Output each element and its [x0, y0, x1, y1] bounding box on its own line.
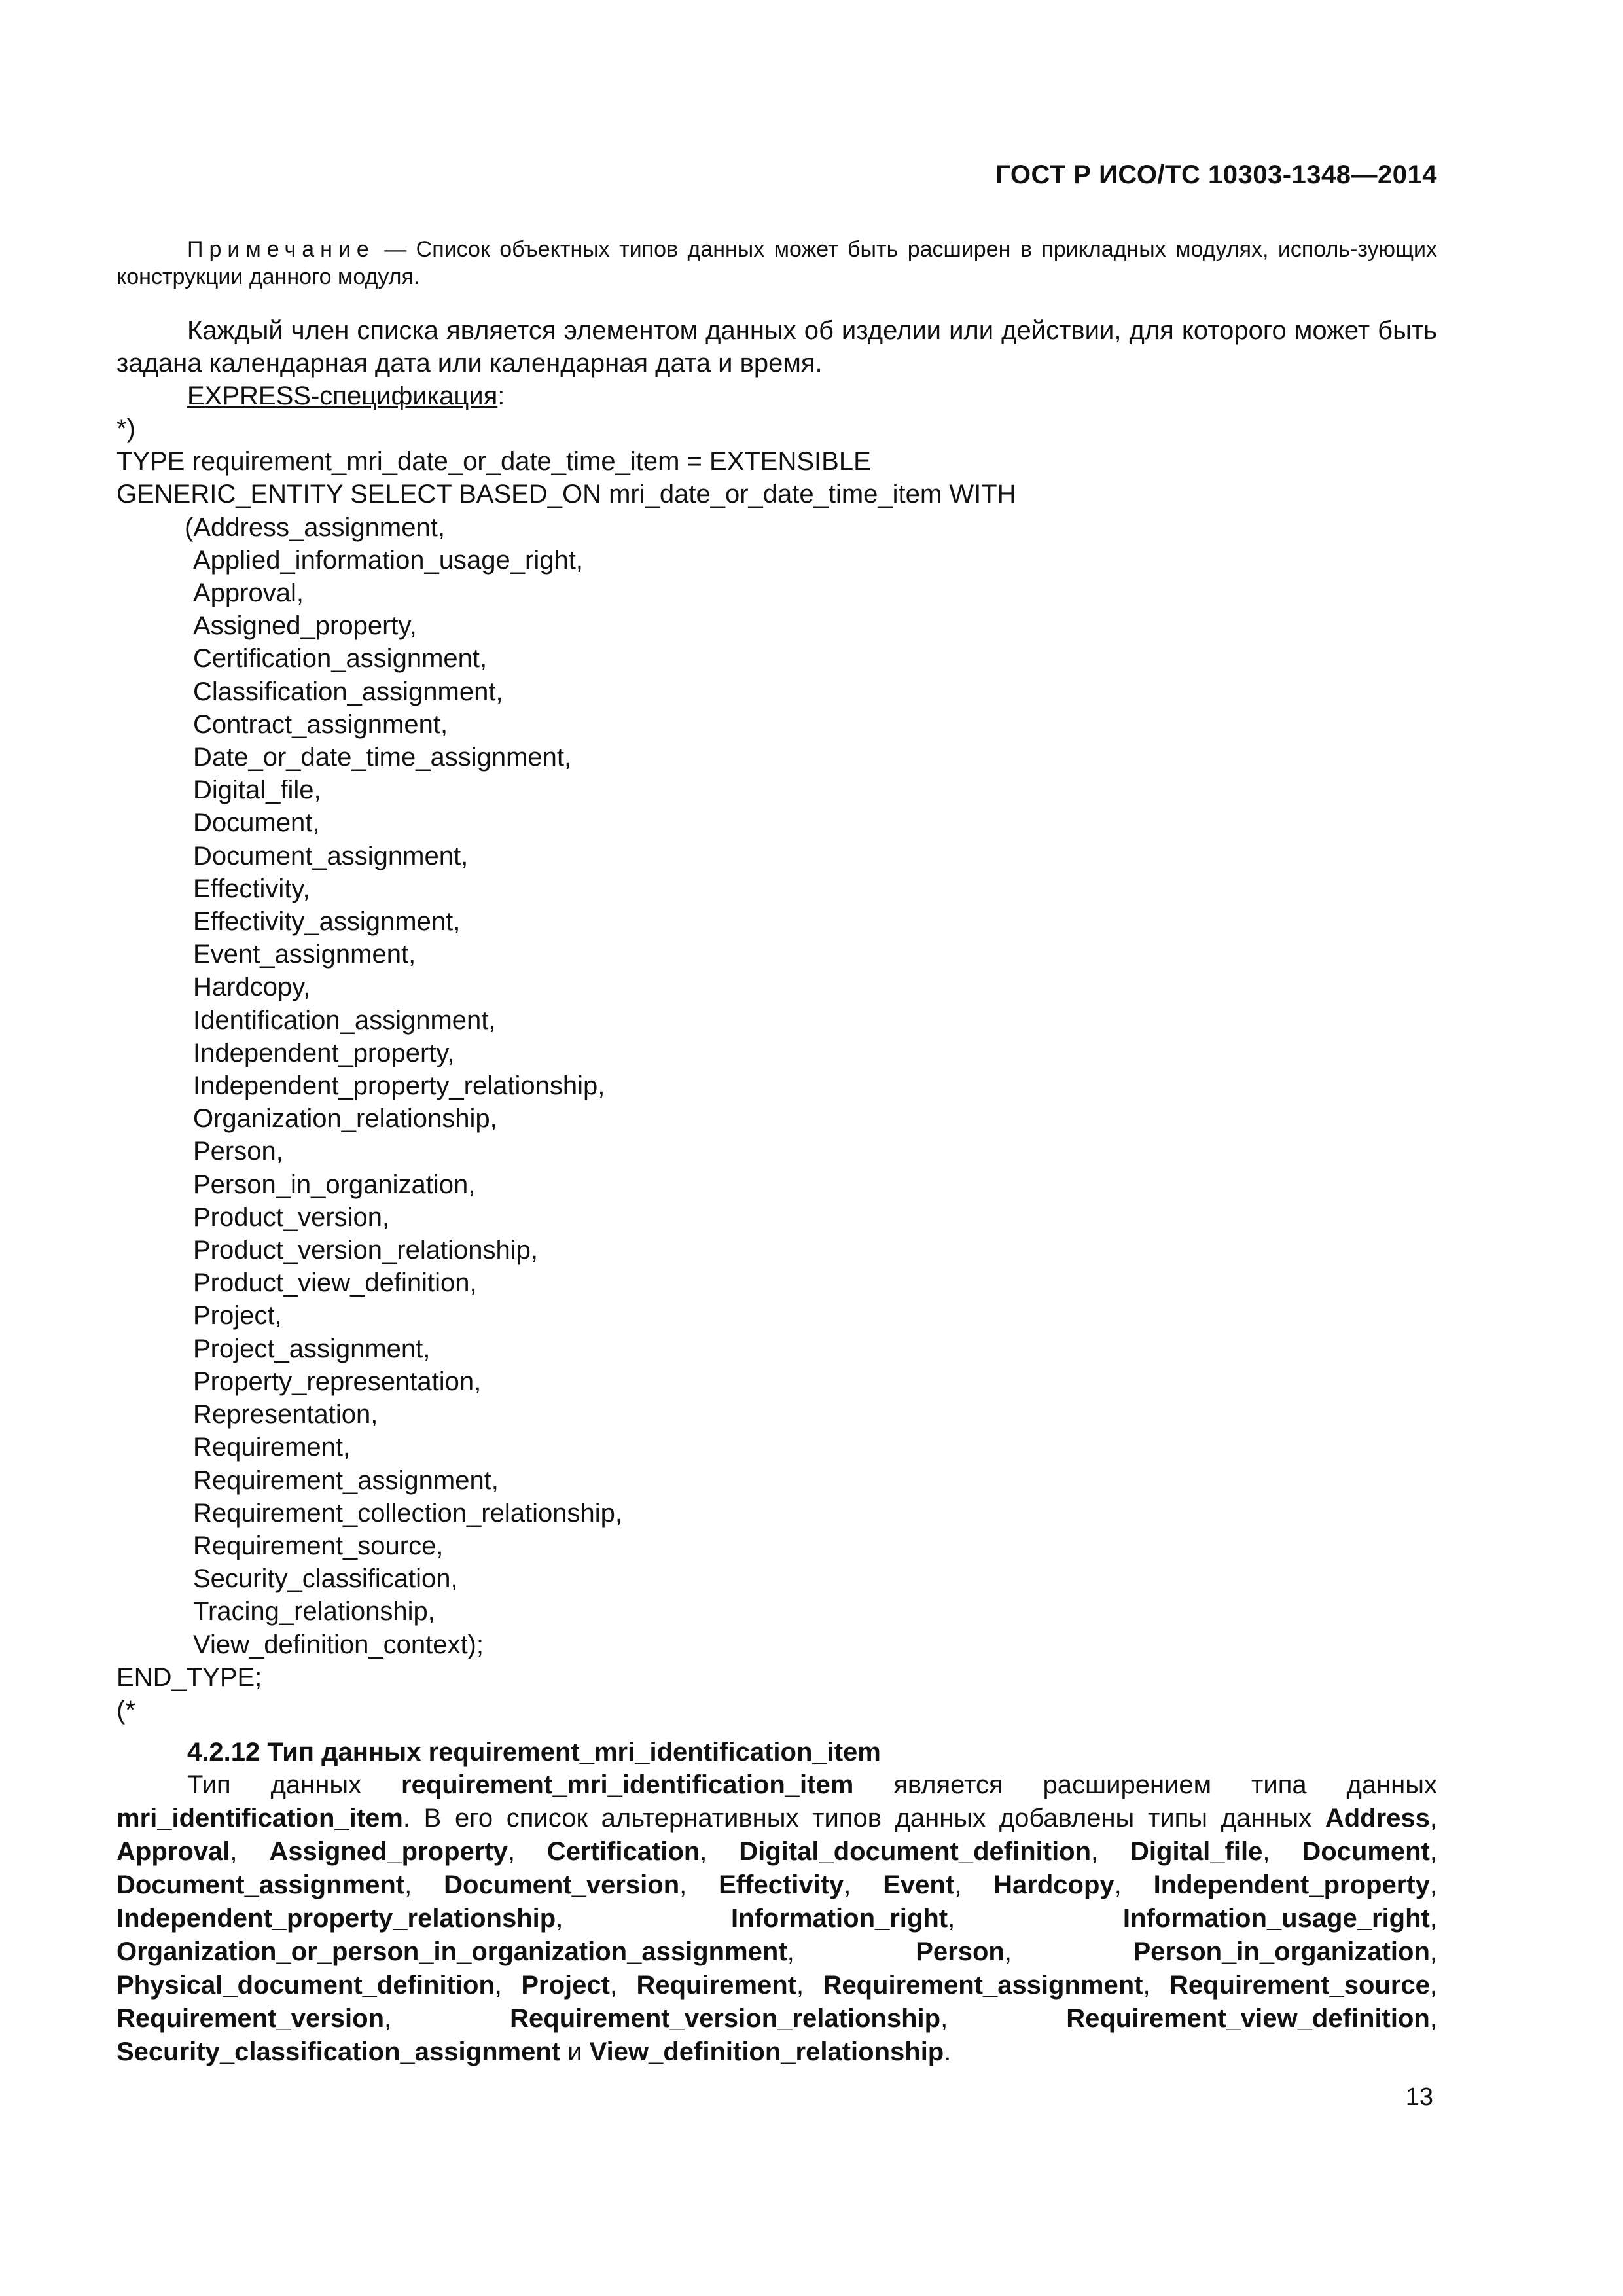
section-type-separator: ,: [679, 1871, 719, 1900]
code-select-item: Requirement_source,: [193, 1531, 444, 1560]
list-description-paragraph: Каждый член списка является элементом данных об изделии или действии, для которого может быть задана календарная дата или календарная дата и время.: [116, 316, 1437, 378]
code-select-item: Certification_assignment,: [193, 644, 488, 673]
section-type-separator: ,: [230, 1837, 270, 1867]
code-select-item: Product_version_relationship,: [193, 1236, 538, 1265]
section-type-separator: ,: [1262, 1837, 1302, 1867]
page-number: 13: [1405, 2083, 1433, 2111]
section-type-separator: ,: [507, 1837, 547, 1867]
section-type-separator: ,: [1429, 1871, 1437, 1900]
code-select-item: Requirement_assignment,: [193, 1465, 499, 1495]
express-specification-label: [116, 380, 1437, 412]
section-type-separator: ,: [1429, 1837, 1438, 1867]
section-paragraph: [116, 1768, 1437, 2069]
section-type-item: Organization_or_person_in_organization_assignment: [116, 1937, 787, 1967]
code-select-item: View_definition_context);: [193, 1630, 484, 1659]
code-select-item: Event_assignment,: [193, 940, 416, 969]
code-select-item: Digital_file,: [193, 776, 321, 805]
section-type-separator: ,: [556, 1904, 732, 1933]
code-select-item: Identification_assignment,: [193, 1005, 496, 1035]
section-type-item: Assigned_property: [269, 1837, 508, 1867]
section-type-list: [116, 1804, 1437, 2066]
section-type-item: Requirement_version: [116, 2004, 385, 2034]
code-select-item: Tracing_relationship,: [193, 1597, 435, 1626]
code-close-comment: (*: [116, 1695, 135, 1725]
section-type-item: Requirement_assignment: [823, 1971, 1143, 2000]
section-type-item: Project: [521, 1971, 610, 2000]
section-type-item: Independent_property_relationship: [116, 1904, 556, 1933]
section-type-separator: ,: [1429, 1804, 1437, 1833]
section-type-item: Approval: [116, 1837, 230, 1867]
section-type-separator: ,: [1091, 1837, 1131, 1867]
code-select-item: Product_version,: [193, 1202, 390, 1232]
section-type-separator: ,: [796, 1971, 823, 2000]
section-type-item: View_definition_relationship: [589, 2037, 944, 2067]
section-type-item: Person: [916, 1937, 1005, 1967]
code-select-items: [116, 544, 1437, 1661]
code-select-item: Hardcopy,: [193, 973, 311, 1002]
section-list-text: . В его список альтернативных типов данных добавлены типы данных: [402, 1804, 1325, 1833]
section-type-separator: и: [560, 2037, 590, 2067]
section-type-item: Requirement: [636, 1971, 796, 2000]
section-type-item: Information_usage_right: [1122, 1904, 1430, 1933]
section-type-item: Certification: [546, 1837, 700, 1867]
section-type-item: Security_classification_assignment: [116, 2037, 561, 2067]
note-text: — Список объектных типов данных может быть расширен в прикладных модулях, исполь-зующих конструкции данного модуля.: [116, 237, 1437, 289]
document-header: ГОСТ Р ИСО/ТС 10303-1348—2014: [995, 160, 1437, 189]
section-intro: Тип данных: [187, 1770, 401, 1800]
section-type-separator: ,: [844, 1871, 883, 1900]
code-select-item: Assigned_property,: [193, 611, 417, 641]
code-select-item: Contract_assignment,: [193, 709, 448, 739]
section-type-item: Requirement_view_definition: [1066, 2004, 1430, 2034]
code-open-comment: *): [116, 414, 135, 443]
section-type-item: Requirement_source: [1169, 1971, 1430, 2000]
express-specification-link[interactable]: EXPRESS-спецификация: [187, 382, 498, 410]
section-type-separator: ,: [1429, 1971, 1438, 2000]
code-select-item: Organization_relationship,: [193, 1104, 497, 1134]
section-type-separator: ,: [948, 1904, 1123, 1933]
section-base-type: mri_identification_item: [116, 1804, 403, 1833]
section-type-separator: ,: [384, 2004, 510, 2034]
page-content: [116, 236, 1437, 2069]
section-type-item: Hardcopy: [993, 1871, 1115, 1900]
section-type-separator: ,: [1429, 1937, 1437, 1967]
section-type-separator: ,: [787, 1937, 916, 1967]
code-select-item: Person,: [193, 1137, 283, 1166]
section-type-item: Requirement_version_relationship: [510, 2004, 941, 2034]
code-select-item: Project,: [193, 1301, 282, 1331]
section-type-separator: ,: [1429, 1904, 1437, 1933]
code-select-item: Document_assignment,: [193, 841, 469, 870]
section-type-item: Document_assignment: [116, 1871, 405, 1900]
section-type-item: Information_right: [731, 1904, 948, 1933]
section-type-separator: ,: [494, 1971, 522, 2000]
code-type-line: TYPE requirement_mri_date_or_date_time_item = EXTENSIBLE: [116, 447, 871, 476]
code-select-item: Property_representation,: [193, 1367, 482, 1396]
code-select-first-item: (Address_assignment,: [185, 512, 445, 542]
code-select-item: Independent_property,: [193, 1038, 455, 1067]
code-select-item: Person_in_organization,: [193, 1170, 476, 1199]
section-ext-text: является расширением типа данных: [853, 1770, 1438, 1800]
section-type-separator: ,: [1429, 2004, 1437, 2034]
code-select-item: Effectivity_assignment,: [193, 907, 461, 937]
section-type-separator: ,: [1114, 1871, 1154, 1900]
code-select-item: Applied_information_usage_right,: [193, 545, 583, 575]
section-type-separator: ,: [1143, 1971, 1169, 2000]
section-type-item: Document: [1302, 1837, 1430, 1867]
code-select-item: Representation,: [193, 1400, 378, 1429]
note-paragraph: [116, 236, 1437, 291]
code-select-item: Approval,: [193, 579, 304, 608]
code-select-item: Document,: [193, 808, 320, 838]
section-type-item: Digital_document_definition: [739, 1837, 1092, 1867]
code-select-item: Security_classification,: [193, 1564, 458, 1594]
code-select-item: Requirement,: [193, 1433, 351, 1462]
code-end-type: END_TYPE;: [116, 1662, 262, 1692]
section-type-item: Independent_property: [1153, 1871, 1430, 1900]
section-type-item: Address: [1325, 1804, 1430, 1833]
section-type-item: Digital_file: [1130, 1837, 1263, 1867]
code-select-item: Requirement_collection_relationship,: [193, 1498, 622, 1528]
code-select-item: Project_assignment,: [193, 1334, 431, 1363]
section-type-separator: ,: [700, 1837, 740, 1867]
section-type-separator: .: [944, 2037, 952, 2067]
section-type-separator: ,: [609, 1971, 637, 2000]
code-select-item: Product_view_definition,: [193, 1268, 477, 1298]
section-heading: 4.2.12 Тип данных requirement_mri_identification_item: [187, 1738, 881, 1767]
express-colon: :: [497, 382, 505, 410]
section-type-separator: ,: [954, 1871, 994, 1900]
section-type-item: Physical_document_definition: [116, 1971, 495, 2000]
section-type-item: Person_in_organization: [1133, 1937, 1430, 1967]
section-type-separator: ,: [940, 2004, 1067, 2034]
code-select-item: Classification_assignment,: [193, 677, 503, 706]
section-type-separator: ,: [404, 1871, 444, 1900]
section-type-item: Document_version: [444, 1871, 680, 1900]
code-select-item: Effectivity,: [193, 874, 310, 903]
code-select-item: Independent_property_relationship,: [193, 1071, 605, 1101]
section-type-item: Event: [883, 1871, 955, 1900]
express-code-block: [116, 412, 1437, 1727]
section-type-separator: ,: [1004, 1937, 1133, 1967]
code-generic-line: GENERIC_ENTITY SELECT BASED_ON mri_date_or_date_time_item WITH: [116, 480, 1016, 509]
section-type-item: Effectivity: [719, 1871, 844, 1900]
note-label: Примечание: [187, 237, 375, 262]
code-select-item: Date_or_date_time_assignment,: [193, 743, 572, 772]
section-type-name: requirement_mri_identification_item: [401, 1770, 854, 1800]
